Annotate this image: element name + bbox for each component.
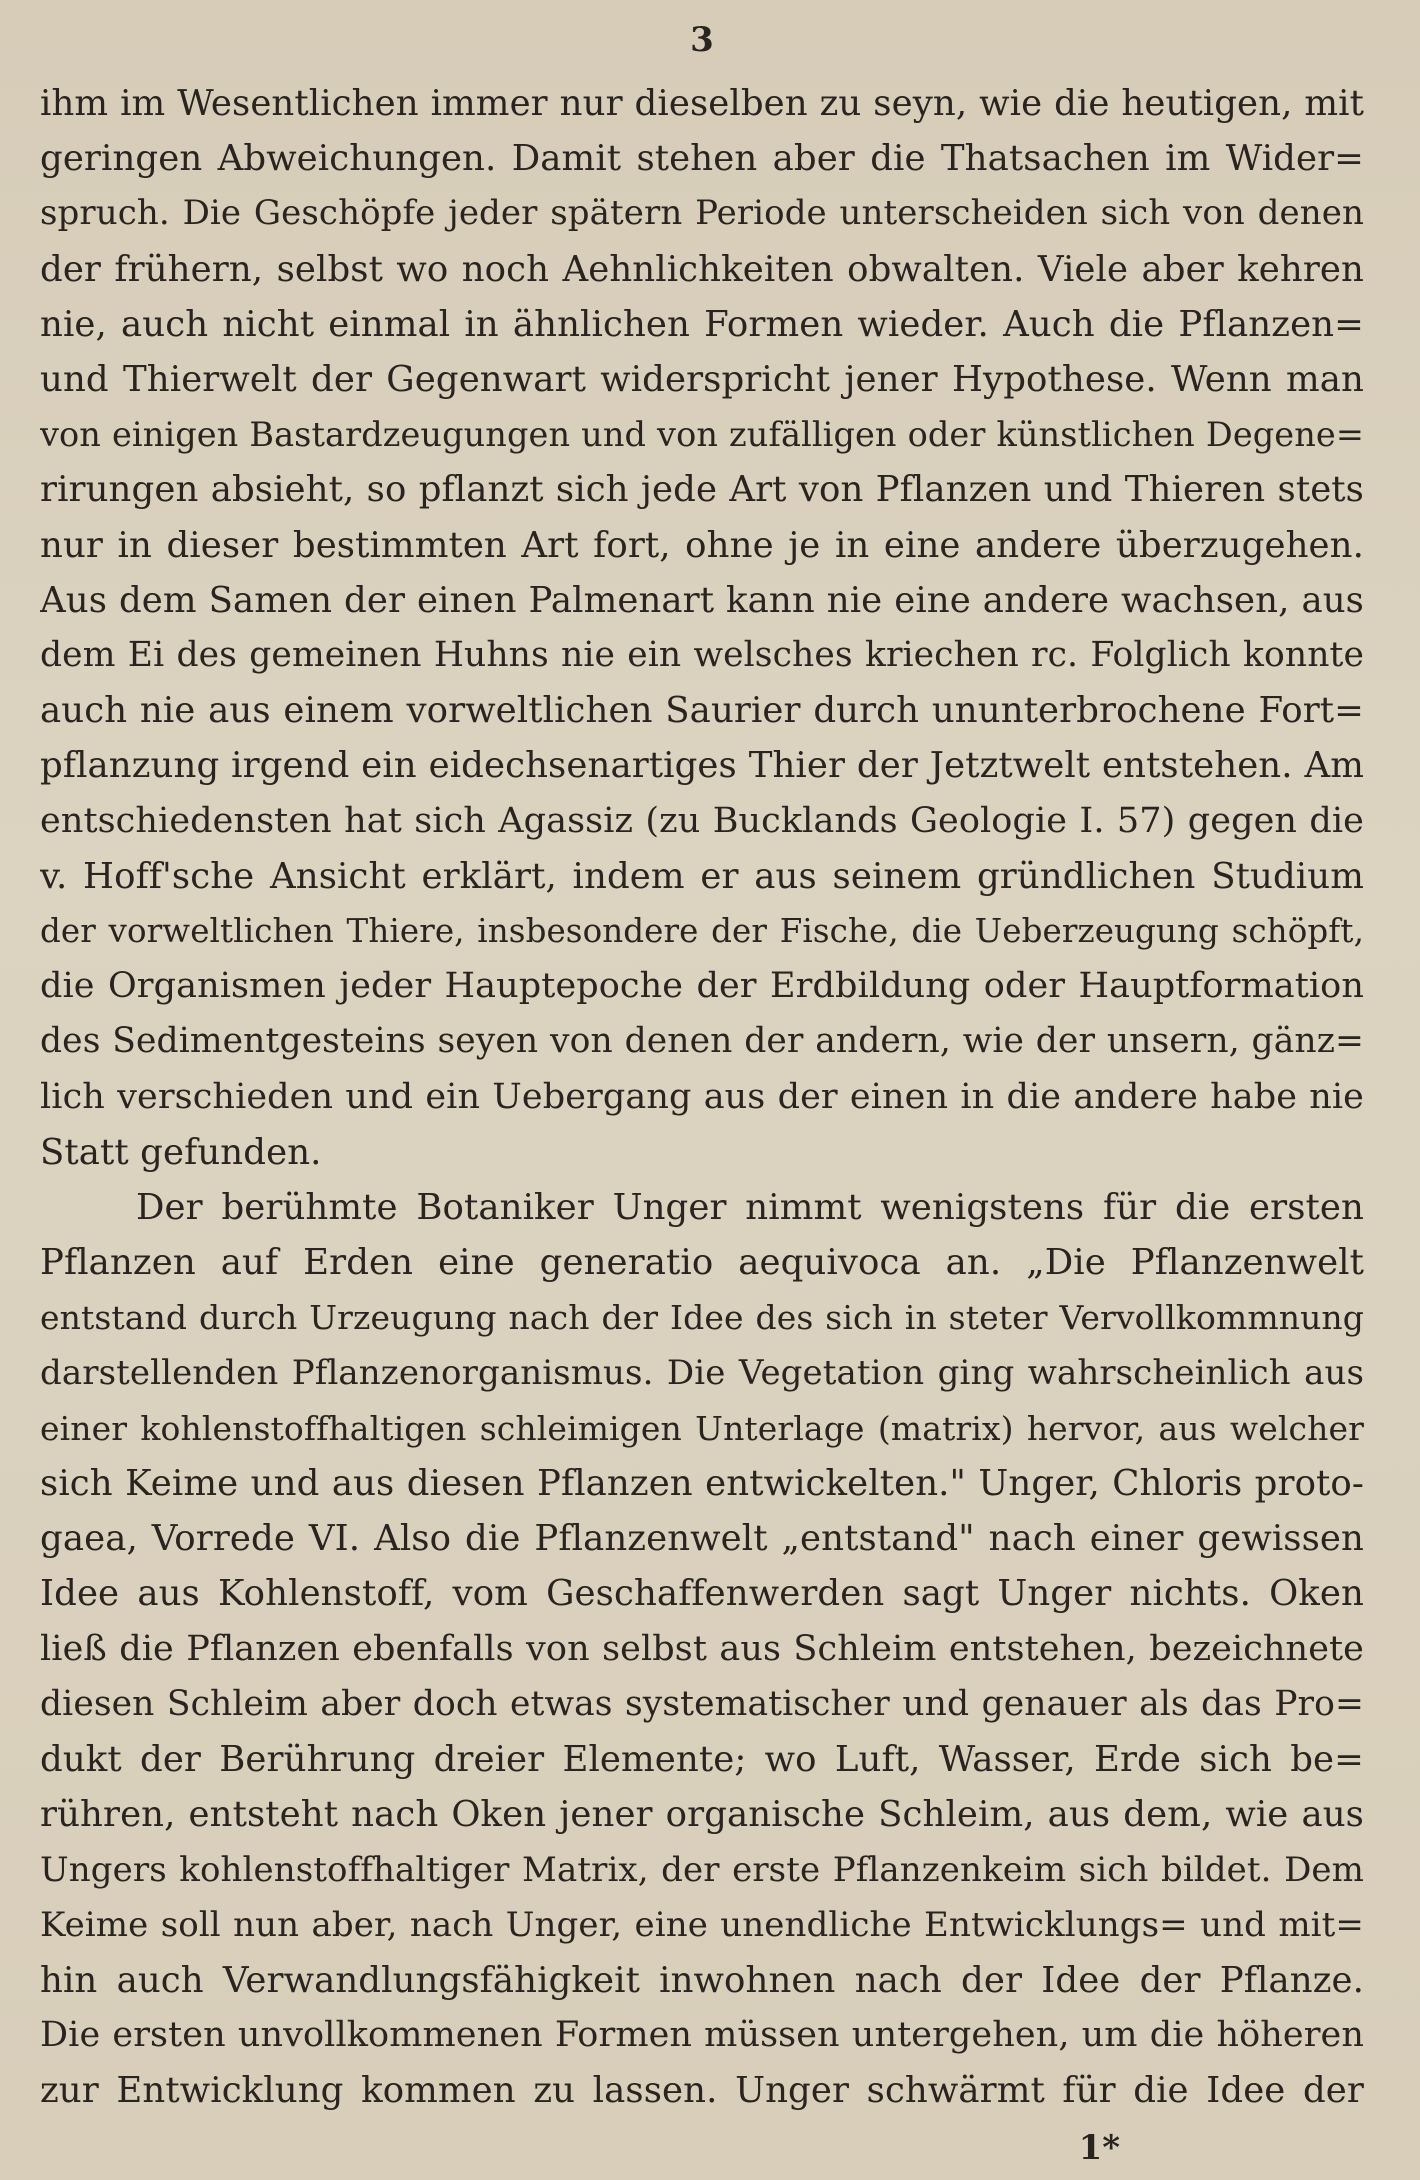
text-line: sich Keime und aus diesen Pflanzen entwickelten." Unger, Chloris proto- [40,1463,1364,1505]
text-line: dem Ei des gemeinen Huhns nie ein welsches kriechen rc. Folglich konnte [40,635,1364,676]
text-line: ihm im Wesentlichen immer nur dieselben zu seyn, wie die heutigen, mit [40,83,1364,124]
text-line: Die ersten unvollkommenen Formen müssen untergehen, um die höheren [40,2015,1364,2056]
text-line: Der berühmte Botaniker Unger nimmt wenigstens für die ersten [136,1187,1364,1229]
text-line: ließ die Pflanzen ebenfalls von selbst aus Schleim entstehen, bezeichnete [40,1628,1364,1669]
text-line: entstand durch Urzeugung nach der Idee des sich in steter Vervollkommnung [40,1298,1364,1338]
text-line: nur in dieser bestimmten Art fort, ohne je in eine andere überzugehen. [40,524,1364,566]
text-line: hin auch Verwandlungsfähigkeit inwohnen nach der Idee der Pflanze. [40,1959,1364,2001]
text-line: von einigen Bastardzeugungen und von zufälligen oder künstlichen Degene= [40,415,1364,455]
text-line: darstellenden Pflanzenorganismus. Die Vegetation ging wahrscheinlich aus [40,1352,1364,1393]
paragraph-1 [40,76,1364,1180]
page-number: 3 [690,20,714,60]
text-line: der vorweltlichen Thiere, insbesondere der Fische, die Ueberzeugung schöpft, [40,912,1364,951]
text-line: entschiedensten hat sich Agassiz (zu Bucklands Geologie I. 57) gegen die [40,800,1364,841]
text-line: nie, auch nicht einmal in ähnlichen Formen wieder. Auch die Pflanzen= [40,303,1364,345]
signature-mark: 1* [1078,2128,1120,2168]
text-line: die Organismen jeder Hauptepoche der Erdbildung oder Hauptformation [40,966,1364,1007]
text-line: rühren, entsteht nach Oken jener organische Schleim, aus dem, wie aus [40,1794,1364,1836]
text-line: des Sedimentgesteins seyen von denen der andern, wie der unsern, gänz= [40,1021,1364,1062]
text-line: der frühern, selbst wo noch Aehnlichkeiten obwalten. Viele aber kehren [40,248,1364,290]
text-line: auch nie aus einem vorweltlichen Saurier durch ununterbrochene Fort= [40,690,1364,732]
text-line: gaea, Vorrede VI. Also die Pflanzenwelt „entstand" nach einer gewissen [40,1518,1364,1560]
text-line: Aus dem Samen der einen Palmenart kann nie eine andere wachsen, aus [40,579,1364,621]
text-line: rirungen absieht, so pflanzt sich jede Art von Pflanzen und Thieren stets [40,469,1364,511]
text-line: zur Entwicklung kommen zu lassen. Unger schwärmt für die Idee der [40,2070,1364,2112]
text-line: Pflanzen auf Erden eine generatio aequivoca an. „Die Pflanzenwelt [40,1242,1364,1284]
text-line: geringen Abweichungen. Damit stehen aber die Thatsachen im Wider= [40,138,1364,180]
text-line: Ungers kohlenstoffhaltiger Matrix, der erste Pflanzenkeim sich bildet. Dem [40,1849,1364,1890]
text-line: Idee aus Kohlenstoff, vom Geschaffenwerden sagt Unger nichts. Oken [40,1573,1364,1615]
text-line: und Thierwelt der Gegenwart widerspricht jener Hypothese. Wenn man [40,359,1364,401]
text-line: lich verschieden und ein Uebergang aus der einen in die andere habe nie [40,1076,1364,1117]
text-line: Keime soll nun aber, nach Unger, eine unendliche Entwicklungs= und mit= [40,1904,1364,1945]
text-line: spruch. Die Geschöpfe jeder spätern Periode unterscheiden sich von denen [40,193,1364,234]
text-line: pflanzung irgend ein eidechsenartiges Thier der Jetztwelt entstehen. Am [40,745,1364,787]
text-line: Statt gefunden. [40,1131,322,1173]
text-line: einer kohlenstoffhaltigen schleimigen Unterlage (matrix) hervor, aus welcher [40,1408,1364,1448]
text-line: diesen Schleim aber doch etwas systematischer und genauer als das Pro= [40,1683,1364,1724]
text-line: v. Hoff'sche Ansicht erklärt, indem er aus seinem gründlichen Studium [40,855,1364,897]
text-line: dukt der Berührung dreier Elemente; wo Luft, Wasser, Erde sich be= [40,1739,1364,1781]
paragraph-2 [40,1180,1364,2118]
